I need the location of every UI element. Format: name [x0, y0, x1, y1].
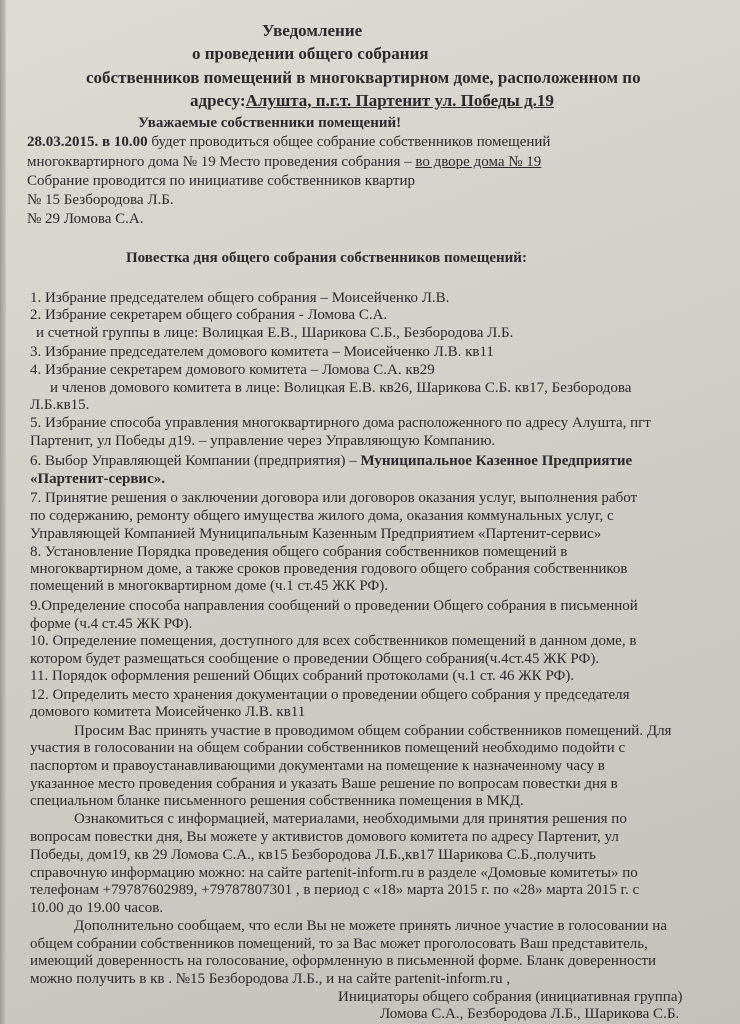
agenda-title: Повестка дня общего собрания собственников помещений:: [126, 250, 527, 266]
agenda-item-3: 3. Избрание председателем домового комитета – Моисейченко Л.В. кв11: [30, 344, 494, 360]
agenda-item-12: 12. Определить место хранения документации о проведении общего собрания у председателя: [30, 687, 630, 703]
agenda-item-5: 5. Избрание способа управления многоквартирного дома расположенного по адресу Алушта, пгт: [30, 415, 651, 431]
invitation-line1: Просим Вас принять участие в проводимом общем собрании собственников помещений. Для: [74, 723, 672, 739]
intro-line2-text: многоквартирного дома № 19 Место проведения собрания –: [27, 154, 412, 170]
invitation-line5: специальном бланке письменного решения собственника помещения в МКД.: [30, 793, 524, 809]
intro-line3: Собрание проводится по инициативе собственников квартир: [27, 173, 416, 189]
agenda-item-8-cont2: помещений в многоквартирном доме (ч.1 ст.45 ЖК РФ).: [30, 578, 389, 594]
info-line4: справочную информацию можно: на сайте partenit-inform.ru в разделе «Домовые комитеты» по: [30, 865, 638, 881]
agenda-item-7: 7. Принятие решения о заключении договора или договоров оказания услуг, выполнения работ: [30, 490, 638, 506]
info-line3: Победы, дом19, кв 29 Ломова С.А., кв15 Безбородова Л.Б.,кв17 Шарикова С.Б.,получить: [30, 847, 596, 863]
intro-line2: [27, 153, 541, 171]
agenda-item-7-cont: по содержанию, ремонту общего имущества жилого дома, оказания коммунальных услуг, с: [30, 508, 614, 524]
notice-title: Уведомление: [262, 21, 363, 40]
address-line: [190, 92, 554, 110]
agenda-item-11: 11. Порядок оформления решений Общих собраний протоколами (ч.1 ст. 46 ЖК РФ).: [30, 668, 575, 684]
agenda-item-6-text: 6. Выбор Управляющей Компании (предприятия) –: [30, 453, 357, 469]
invitation-line2: участия в голосовании на общем собрании собственников помещений необходимо подойти с: [30, 740, 626, 756]
agenda-item-9: 9.Определение способа направления сообщений о проведении Общего собрания в письменной: [30, 598, 638, 614]
proxy-line3: имеющий доверенность на голосование, оформленную в письменной форме. Бланк доверенности: [30, 953, 657, 969]
agenda-item-12-cont: домового комитета Моисейченко Л.В. кв11: [30, 704, 306, 720]
address-value: Алушта, п.г.т. Партенит ул. Победы д.19: [245, 91, 554, 110]
agenda-item-6-company: Муниципальное Казенное Предприятие: [360, 453, 633, 469]
agenda-item-10: 10. Определение помещения, доступного для всех собственников помещений в данном доме, в: [30, 633, 637, 649]
agenda-item-5-cont: Партенит, ул Победы д19. – управление через Управляющую Компанию.: [30, 433, 496, 449]
agenda-item-4-cont2: Л.Б.кв15.: [30, 397, 90, 413]
agenda-item-2-cont: и счетной группы в лице: Волицкая Е.В., Шарикова С.Б., Безбородова Л.Б.: [36, 325, 514, 341]
intro-line1: [27, 133, 550, 151]
agenda-item-2: 2. Избрание секретарем общего собрания - Ломова С.А.: [30, 307, 388, 323]
initiator-2: № 29 Ломова С.А.: [27, 211, 144, 227]
meeting-place: во дворе дома № 19: [415, 154, 542, 170]
meeting-time: в 10.00: [102, 134, 148, 150]
notice-subtitle-line2: о проведении общего собрания: [192, 44, 429, 63]
initiator-1: № 15 Безбородова Л.Б.: [27, 192, 174, 208]
proxy-line1: Дополнительно сообщаем, что если Вы не можете принять личное участие в голосовании на: [74, 918, 667, 934]
notice-subtitle-line3: собственников помещений в многоквартирном доме, расположенном по: [86, 68, 641, 87]
info-line1: Ознакомиться с информацией, материалами, необходимыми для принятия решения по: [74, 811, 627, 827]
invitation-line4: указанное место проведения собрания и указать Ваше решение по вопросам повестки дня в: [30, 776, 618, 792]
intro-line1-rest: будет проводиться общее собрание собственников помещений: [151, 134, 551, 150]
invitation-line3: паспортом и правоустанавливающими документами на помещение к назначенному часу в: [30, 758, 605, 774]
info-line5: телефонам +79787602989, +79787807301 , в период с «18» марта 2015 г. по «28» марта 2015 г. с: [30, 882, 640, 898]
info-line2: вопросам повестки дня, Вы можете у активистов домового комитета по адресу Партенит, ул: [30, 829, 619, 845]
initiators-caption: Инициаторы общего собрания (инициативная группа): [338, 989, 683, 1005]
meeting-date: 28.03.2015.: [27, 134, 99, 150]
agenda-item-8-cont: многоквартирном доме, а также сроков проведения годового общего собрания собственников: [30, 561, 628, 577]
proxy-line2: общем собрании собственников помещений, то за Вас может проголосовать Ваш представитель,: [30, 936, 648, 952]
agenda-item-6-cont: «Партенит-сервис».: [30, 471, 165, 487]
proxy-line4: можно получить в кв . №15 Безбородова Л.Б., и на сайте partenit-inform.ru ,: [30, 971, 511, 987]
greeting: Уважаемые собственники помещений!: [138, 115, 402, 131]
paper-fold-shadow: [0, 0, 6, 1024]
agenda-item-1: 1. Избрание председателем общего собрания – Моисейченко Л.В.: [30, 290, 450, 306]
agenda-item-6: [30, 452, 632, 470]
agenda-item-4-cont: и членов домового комитета в лице: Волицкая Е.В. кв26, Шарикова С.Б. кв17, Безбородова: [50, 380, 632, 396]
info-line6: 10.00 до 19.00 часов.: [30, 900, 164, 916]
agenda-item-9-cont: форме (ч.4 ст.45 ЖК РФ).: [30, 616, 193, 632]
agenda-item-10-cont: котором будет размещаться сообщение о проведении Общего собрания(ч.4ст.45 ЖК РФ).: [30, 651, 600, 667]
initiators-names: Ломова С.А., Безбородова Л.Б., Шарикова С.Б.: [380, 1006, 680, 1022]
agenda-item-4: 4. Избрание секретарем домового комитета – Ломова С.А. кв29: [30, 362, 435, 378]
agenda-item-7-cont2: Управляющей Компанией Муниципальным Казенным Предприятием «Партенит-сервис»: [30, 526, 602, 542]
address-label: адресу:: [190, 91, 246, 110]
agenda-item-8: 8. Установление Порядка проведения общего собрания собственников помещений в: [30, 544, 568, 560]
